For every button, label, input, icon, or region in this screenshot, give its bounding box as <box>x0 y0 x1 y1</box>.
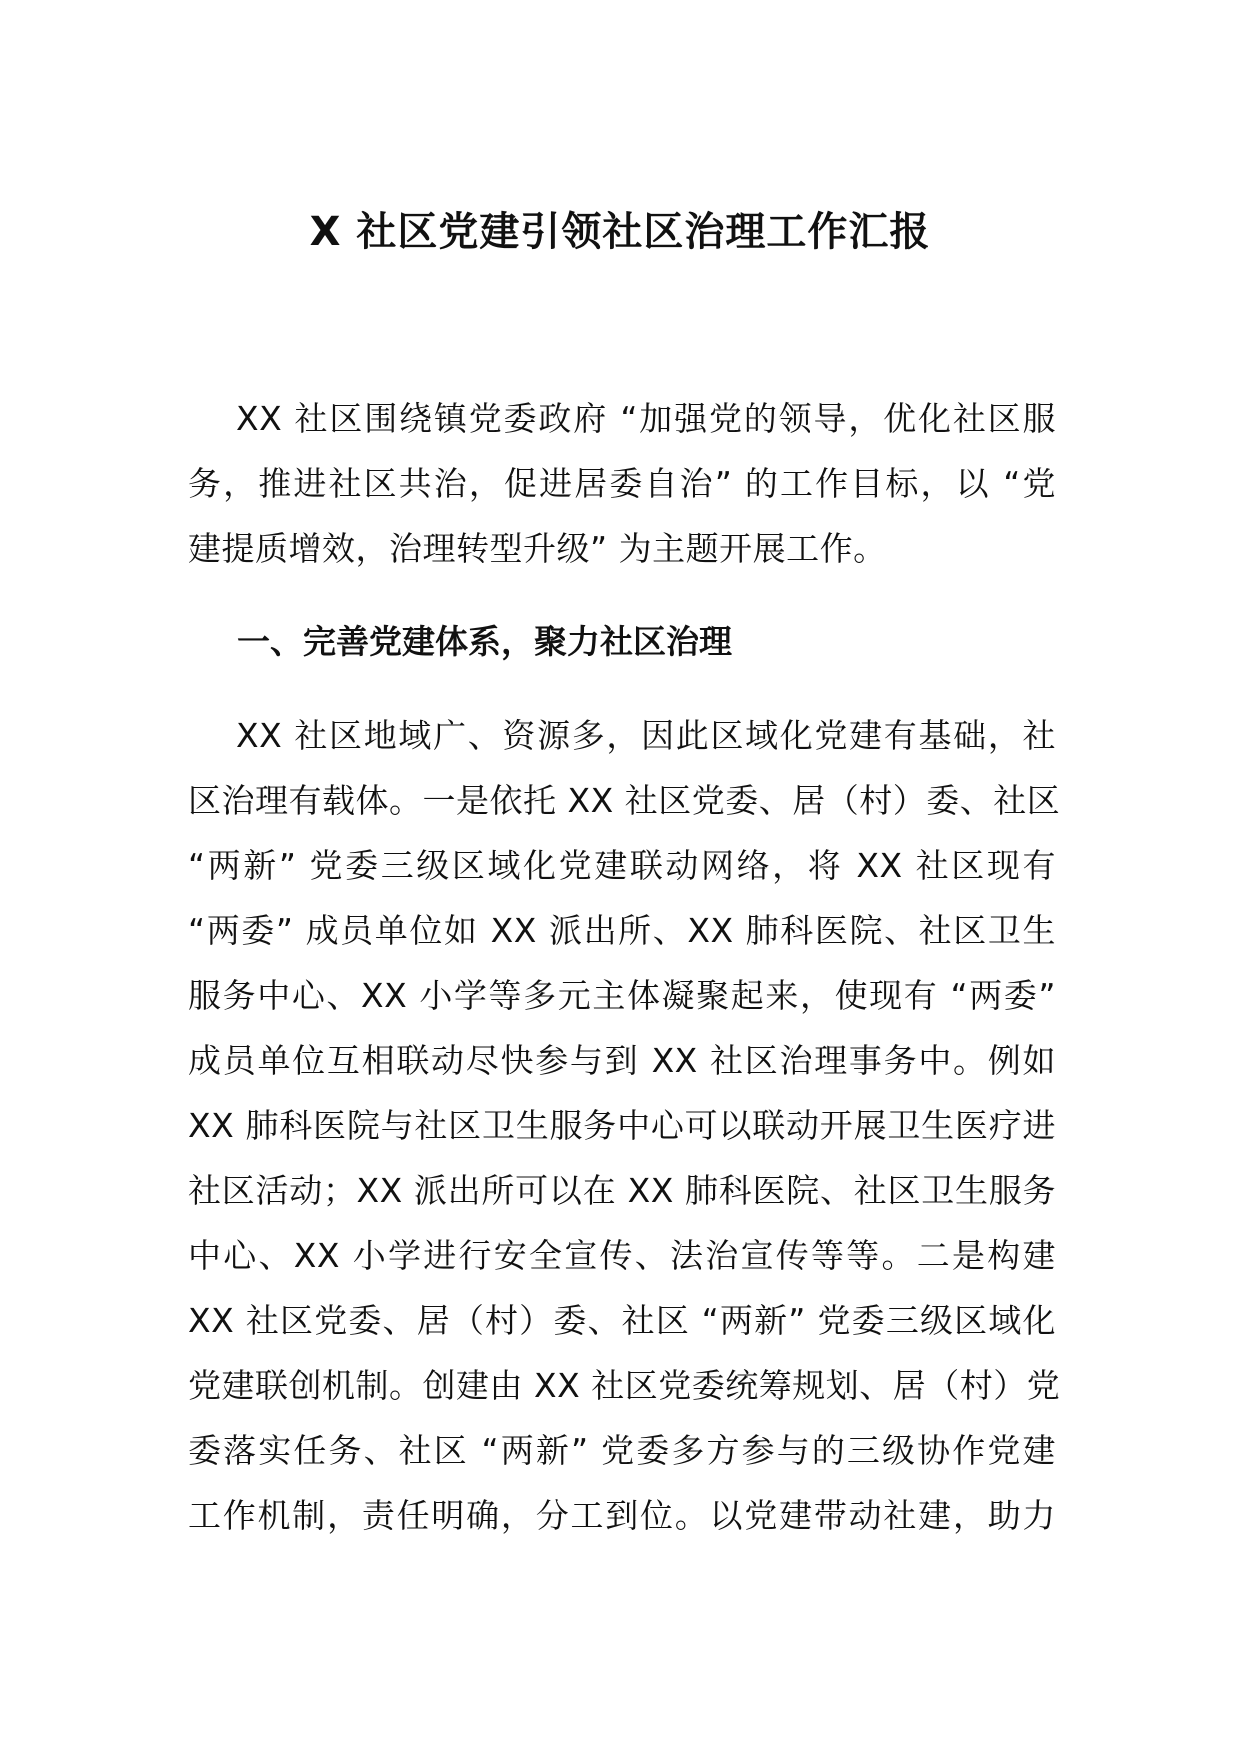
paragraph-line: 成员单位互相联动尽快参与到 XX 社区治理事务中。例如 <box>188 1041 1056 1080</box>
section1-paragraph <box>188 703 1061 1548</box>
paragraph-line: 工作机制，责任明确，分工到位。以党建带动社建，助力 <box>188 1496 1056 1535</box>
paragraph-line: 建提质增效，治理转型升级” 为主题开展工作。 <box>188 529 887 568</box>
paragraph-line: XX 社区围绕镇党委政府 “加强党的领导，优化社区服 <box>236 399 1056 438</box>
section-heading: 一、完善党建体系，聚力社区治理 <box>237 622 732 661</box>
paragraph-line: 委落实任务、社区 “两新” 党委多方参与的三级协作党建 <box>188 1431 1056 1470</box>
paragraph-line: 务，推进社区共治，促进居委自治” 的工作目标，以 “党 <box>188 464 1056 503</box>
document-title: X 社区党建引领社区治理工作汇报 <box>309 209 931 255</box>
paragraph-line: XX 肺科医院与社区卫生服务中心可以联动开展卫生医疗进 <box>188 1106 1056 1145</box>
paragraph-line: 党建联创机制。创建由 XX 社区党委统筹规划、居（村）党 <box>188 1366 1061 1405</box>
paragraph-line: 区治理有载体。一是依托 XX 社区党委、居（村）委、社区 <box>188 781 1061 820</box>
intro-paragraph <box>188 386 1056 581</box>
paragraph-line: 社区活动；XX 派出所可以在 XX 肺科医院、社区卫生服务 <box>188 1171 1056 1210</box>
paragraph-line: “两新” 党委三级区域化党建联动网络，将 XX 社区现有 <box>188 846 1056 885</box>
paragraph-line: 服务中心、XX 小学等多元主体凝聚起来，使现有 “两委” <box>188 976 1056 1015</box>
paragraph-line: XX 社区地域广、资源多，因此区域化党建有基础，社 <box>236 716 1056 755</box>
paragraph-line: 中心、XX 小学进行安全宣传、法治宣传等等。二是构建 <box>188 1236 1056 1275</box>
paragraph-line: “两委” 成员单位如 XX 派出所、XX 肺科医院、社区卫生 <box>188 911 1056 950</box>
paragraph-line: XX 社区党委、居（村）委、社区 “两新” 党委三级区域化 <box>188 1301 1056 1340</box>
